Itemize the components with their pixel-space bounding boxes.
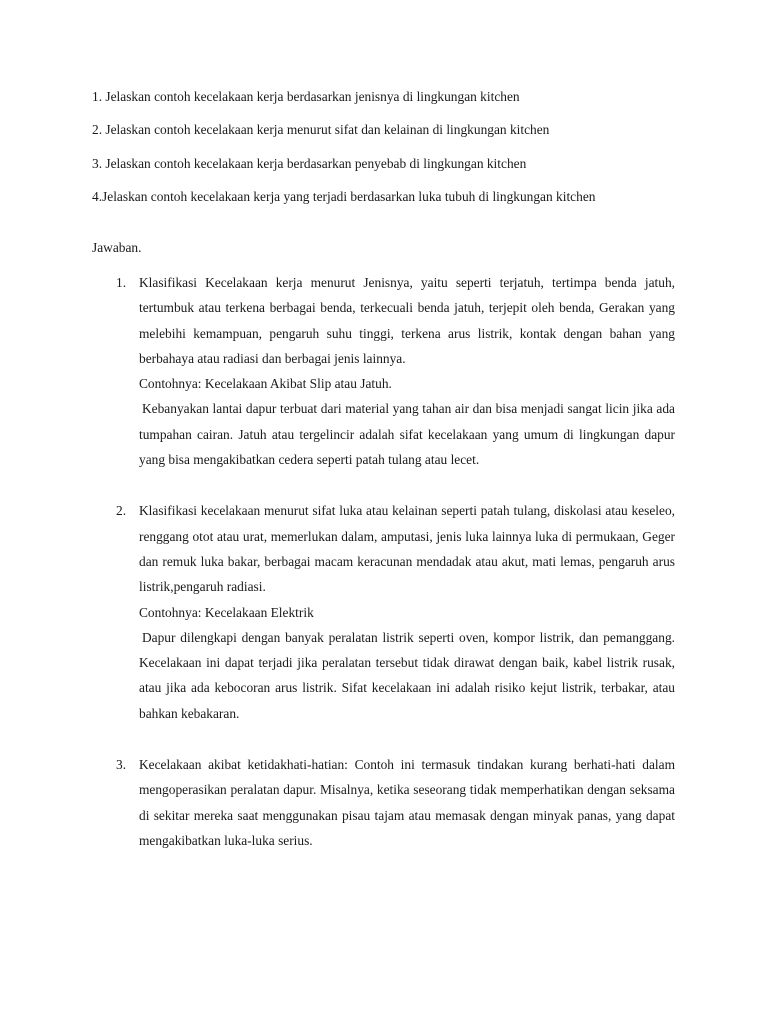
- answer-example: Contohnya: Kecelakaan Akibat Slip atau Jatuh.: [139, 376, 392, 392]
- answer-explanation: Dapur dilengkapi dengan banyak peralatan listrik seperti oven, kompor listrik, dan pemanggang. Kecelakaan ini dapat terjadi jika peralatan tersebut tidak dirawat dengan baik, kabel listrik rusak, atau jika ada kebocoran arus listrik. Sifat kecelakaan ini adalah risiko kejut listrik, terbakar, atau bahkan kebakaran.: [139, 629, 675, 721]
- question-4: 4.Jelaskan contoh kecelakaan kerja yang terjadi berdasarkan luka tubuh di lingkungan kitchen: [92, 189, 596, 204]
- answer-item-3: [0, 752, 768, 853]
- answer-body: [139, 270, 675, 472]
- answer-classification: Klasifikasi kecelakaan menurut sifat luka atau kelainan seperti patah tulang, diskolasi atau keseleo, renggang otot atau urat, memerlukan dalam, amputasi, jenis luka lainnya luka di permukaan, Geger dan remuk luka bakar, berbagai macam keracunan mendadak atau akut, mati lemas, pengaruh arus listrik,pengaruh radiasi.: [139, 503, 675, 595]
- answer-heading: Jawaban.: [92, 240, 142, 255]
- answer-item-2: [0, 498, 768, 726]
- answer-classification: Klasifikasi Kecelakaan kerja menurut Jenisnya, yaitu seperti terjatuh, tertimpa benda jatuh, tertumbuk atau terkena berbagai benda, terkecuali benda jatuh, terjepit oleh benda, Gerakan yang melebihi kemampuan, pengaruh suhu tinggi, terkena arus listrik, kontak dengan bahan yang berbahaya atau radiasi dan berbagai jenis lainnya.: [139, 275, 675, 366]
- answer-body: [139, 752, 675, 853]
- question-1: 1. Jelaskan contoh kecelakaan kerja berdasarkan jenisnya di lingkungan kitchen: [92, 89, 520, 104]
- answer-number: 2.: [116, 503, 127, 519]
- answer-list: [0, 270, 768, 879]
- answer-example: Contohnya: Kecelakaan Elektrik: [139, 604, 314, 620]
- answer-body: [139, 498, 675, 726]
- question-2: 2. Jelaskan contoh kecelakaan kerja menurut sifat dan kelainan di lingkungan kitchen: [92, 122, 550, 137]
- question-3: 3. Jelaskan contoh kecelakaan kerja berdasarkan penyebab di lingkungan kitchen: [92, 156, 527, 171]
- answer-explanation: Kebanyakan lantai dapur terbuat dari material yang tahan air dan bisa menjadi sangat licin jika ada tumpahan cairan. Jatuh atau tergelincir adalah sifat kecelakaan yang umum di lingkungan dapur yang bisa mengakibatkan cedera seperti patah tulang atau lecet.: [139, 401, 675, 468]
- answer-number: 3.: [116, 757, 127, 773]
- answer-classification: Kecelakaan akibat ketidakhati-hatian: Contoh ini termasuk tindakan kurang berhati-hati dalam mengoperasikan peralatan dapur. Misalnya, ketika seseorang tidak memperhatikan dengan seksama di sekitar mereka saat menggunakan pisau tajam atau memasak dengan minyak panas, yang dapat mengakibatkan luka-luka serius.: [139, 757, 675, 848]
- answer-number: 1.: [116, 275, 127, 290]
- answer-item-1: [0, 270, 768, 472]
